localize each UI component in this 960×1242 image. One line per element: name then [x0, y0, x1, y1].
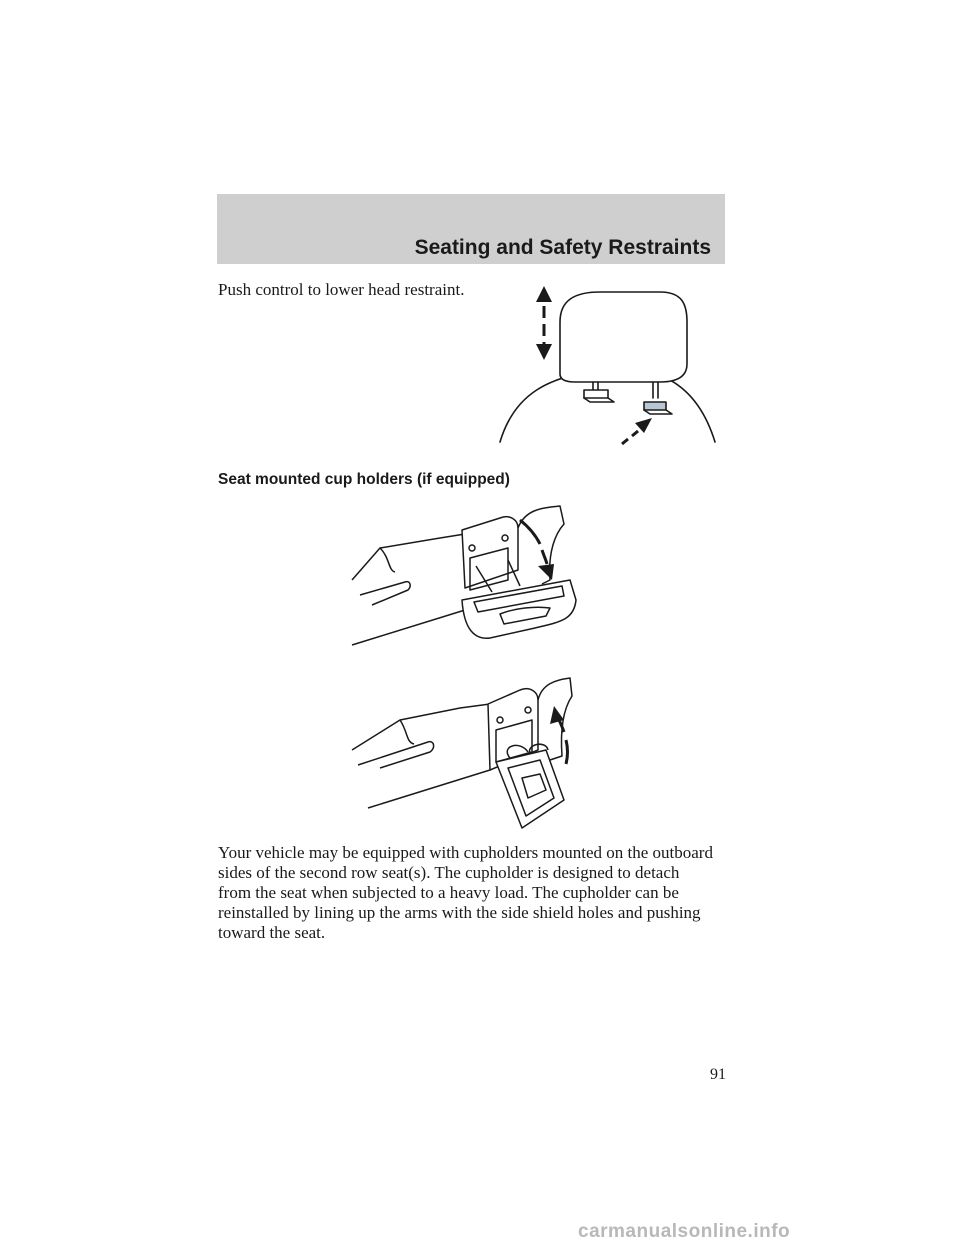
cup-holder-open-illustration [350, 500, 580, 650]
page-number: 91 [710, 1066, 726, 1083]
paragraph-line: from the seat when subjected to a heavy load. The cupholder can be [218, 883, 679, 902]
cup-holder-description [218, 843, 738, 943]
paragraph-line: toward the seat. [218, 923, 326, 942]
head-restraint-instruction: Push control to lower head restraint. [218, 280, 465, 299]
paragraph-line: Your vehicle may be equipped with cupholders mounted on the outboard [218, 843, 713, 862]
section-title: Seating and Safety Restraints [414, 236, 711, 259]
svg-text:carmanualsonline.info: carmanualsonline.info [578, 1221, 791, 1242]
section-header-band [217, 194, 725, 264]
footer-watermark-logo [0, 1220, 960, 1242]
paragraph-line: reinstalled by lining up the arms with the side shield holes and pushing [218, 903, 701, 922]
paragraph-line: sides of the second row seat(s). The cupholder is designed to detach [218, 863, 680, 882]
head-restraint-illustration [490, 282, 730, 448]
cup-holder-heading: Seat mounted cup holders (if equipped) [218, 471, 510, 488]
cup-holder-folded-illustration [350, 670, 580, 835]
